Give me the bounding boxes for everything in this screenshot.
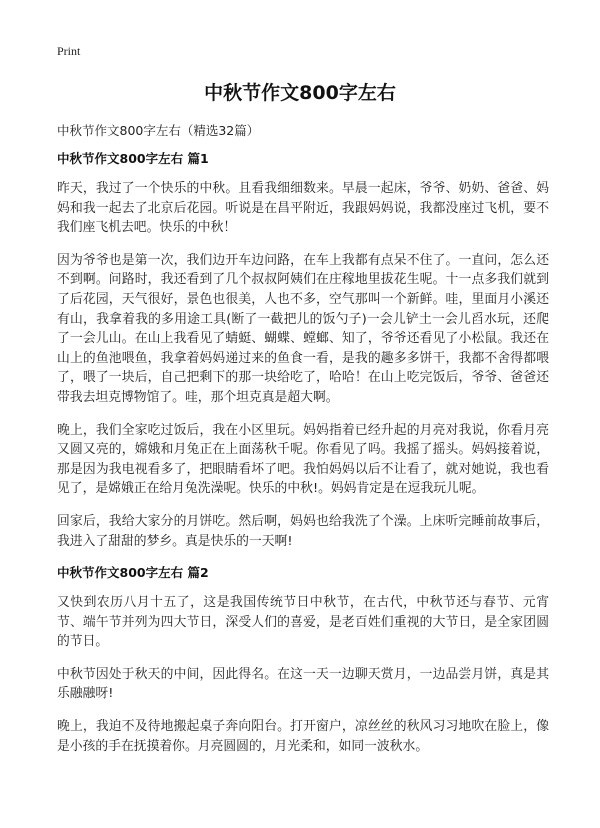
paragraph: 回家后，我给大家分的月饼吃。然后啊，妈妈也给我洗了个澡。上床听完睡前故事后，我进入了甜甜的梦乡。真是快乐的一天啊! — [57, 513, 549, 549]
print-label: Print — [57, 44, 81, 58]
page-subtitle: 中秋节作文800字左右（精选32篇） — [57, 123, 260, 138]
paragraph: 因为爷爷也是第一次，我们边开车边问路，在车上我都有点呆不住了。一直问，怎么还不到啊。问路时，我还看到了几个叔叔阿姨们在庄稼地里拔花生呢。十一点多我们就到了后花园，天气很好，景色也很美，人也不多，空气那叫一个新鲜。哇，里面月小溪还有山，我拿着我的多用途工具(断了一截把儿的饭勺子)一会儿铲土一会儿舀水玩，还爬了一会儿山。在山上我看见了蜻蜓、蝴蝶、螳螂、知了，爷爷还看见了小松鼠。我还在山上的鱼池喂鱼，我拿着妈妈递过来的鱼食一看，是我的趣多多饼干，我都不舍得都喂了，喂了一块后，自己把剩下的那一块给吃了，哈哈！在山上吃完饭后，爷爷、爸爸还带我去坦克博物馆了。哇，那个坦克真是超大啊。 — [57, 252, 549, 405]
section-heading-1: 中秋节作文800字左右 篇1 — [57, 151, 209, 166]
paragraph: 晚上，我迫不及待地搬起桌子奔向阳台。打开窗户，凉丝丝的秋风习习地吹在脸上，像是小孩的手在抚摸着你。月亮圆圆的，月光柔和，如同一波秋水。 — [57, 719, 549, 754]
paragraph: 晚上，我们全家吃过饭后，我在小区里玩。妈妈指着已经升起的月亮对我说，你看月亮又圆又亮的，嫦娥和月兔正在上面荡秋千呢。你看见了吗。我摇了摇头。妈妈接着说，那是因为我电视看多了，把眼睛看坏了吧。我怕妈妈以后不让看了，就对她说，我也看见了，是嫦娥正在给月兔洗澡呢。快乐的中秋!。妈妈肯定是在逗我玩儿呢。 — [57, 422, 549, 497]
section-heading-2: 中秋节作文800字左右 篇2 — [57, 565, 209, 581]
paragraph: 又快到农历八月十五了，这是我国传统节日中秋节，在古代，中秋节还与春节、元宵节、端午节并列为四大节日，深受人们的喜爱，是老百姓们重视的大节日，是全家团圆的节日。 — [57, 595, 549, 650]
page-title: 中秋节作文800字左右 — [204, 82, 396, 104]
article-body — [57, 150, 549, 769]
paragraph: 昨天，我过了一个快乐的中秋。且看我细细数来。早晨一起床，爷爷、奶奶、爸爸、妈妈和我一起去了北京后花园。听说是在昌平附近，我跟妈妈说，我都没座过飞机，要不我们座飞机去吧。快乐的中秋！ — [57, 181, 549, 236]
paragraph: 中秋节因处于秋天的中间，因此得名。在这一天一边聊天赏月，一边品尝月饼，真是其乐融融呀! — [57, 666, 549, 702]
